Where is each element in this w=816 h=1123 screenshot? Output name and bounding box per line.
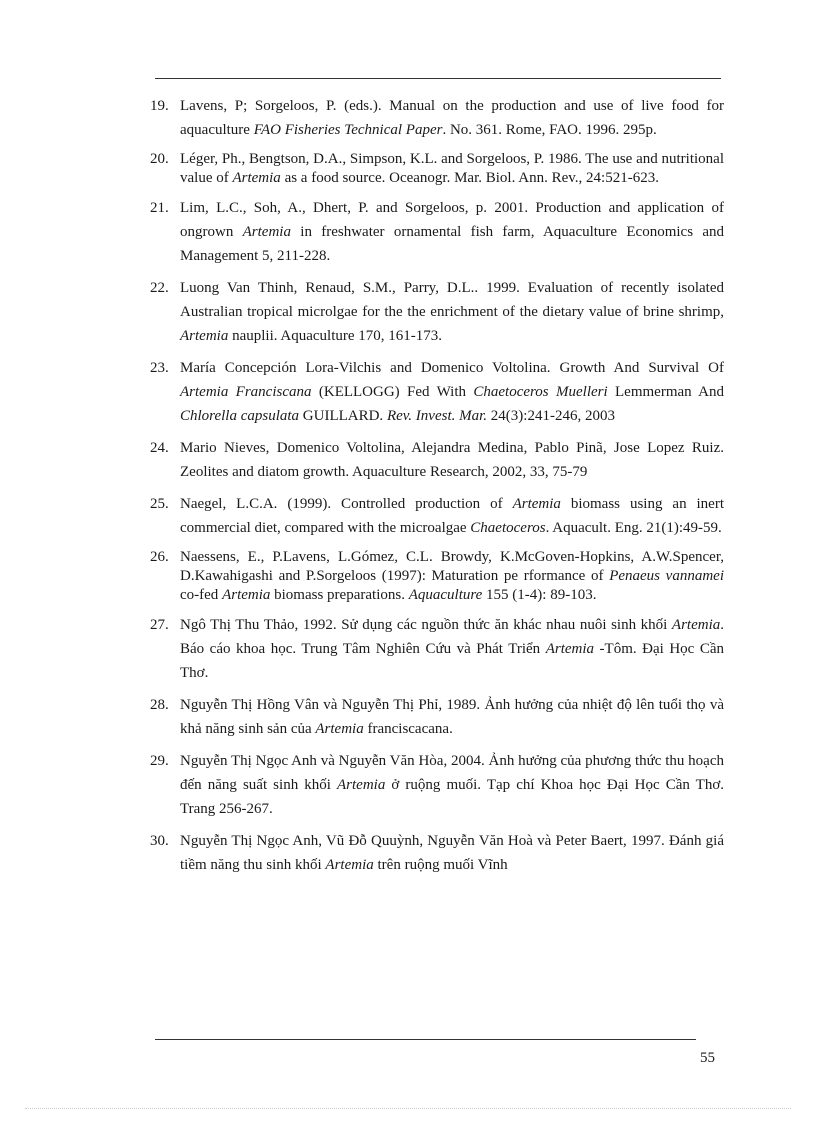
reference-number: 27. bbox=[150, 617, 169, 633]
reference-italic-segment: Artemia bbox=[315, 721, 364, 737]
reference-segment: Luong Van Thinh, Renaud, S.M., Parry, D.L.. 1999. Evaluation of recently isolated Australian tropical microlgae for the the enrichment of the dietary value of brine shrimp, bbox=[180, 280, 724, 320]
reference-segment: nauplii. Aquaculture 170, 161-173. bbox=[228, 328, 443, 344]
reference-segment: biomass using an inert commercial diet, compared with the microalgae bbox=[180, 496, 725, 536]
reference-text bbox=[180, 829, 724, 877]
reference-item bbox=[150, 196, 724, 268]
reference-segment: . Báo cáo khoa học. Trung Tâm Nghiên Cứu và Phát Triển bbox=[180, 617, 724, 657]
reference-segment: biomass preparations. bbox=[270, 587, 409, 603]
reference-number: 24. bbox=[150, 440, 169, 456]
reference-segment: in freshwater ornamental fish farm, Aquaculture Economics and Management 5, 211-228. bbox=[180, 224, 725, 264]
reference-number: 25. bbox=[150, 496, 169, 512]
reference-number: 28. bbox=[150, 697, 169, 713]
reference-segment: Lim, L.C., Soh, A., Dhert, P. and Sorgeloos, p. 2001. Production and application of ongrown bbox=[180, 200, 724, 240]
reference-segment: Ngô Thị Thu Thảo, 1992. Sử dụng các nguồn thức ăn khác nhau nuôi sinh khối bbox=[180, 617, 672, 633]
reference-segment: co-fed bbox=[180, 587, 223, 603]
reference-item bbox=[150, 436, 724, 484]
reference-italic-segment: Artemia bbox=[242, 224, 291, 240]
reference-item bbox=[150, 749, 724, 821]
reference-number: 30. bbox=[150, 833, 169, 849]
reference-segment: GUILLARD. bbox=[299, 408, 387, 424]
header-rule bbox=[155, 78, 721, 79]
footer-rule bbox=[155, 1039, 696, 1040]
reference-number: 26. bbox=[150, 549, 169, 565]
reference-segment: Lavens, P; Sorgeloos, P. (eds.). Manual on the production and use of live food for aquaculture bbox=[180, 98, 724, 138]
reference-text bbox=[180, 150, 724, 188]
reference-italic-segment: Artemia bbox=[232, 170, 281, 186]
reference-text bbox=[180, 492, 724, 540]
reference-italic-segment: Rev. Invest. Mar. bbox=[386, 408, 488, 424]
reference-italic-segment: Artemia bbox=[180, 328, 229, 344]
reference-segment: . Aquacult. Eng. 21(1):49-59. bbox=[545, 520, 722, 536]
reference-italic-segment: FAO Fisheries Technical Paper bbox=[253, 122, 443, 138]
reference-item bbox=[150, 693, 724, 741]
reference-segment: Nguyễn Thị Hồng Vân và Nguyễn Thị Phỉ, 1989. Ảnh hưởng của nhiệt độ lên tuổi thọ và khả năng sinh sản của bbox=[180, 697, 724, 737]
reference-item bbox=[150, 613, 724, 685]
reference-italic-segment: Artemia Franciscana bbox=[180, 384, 312, 400]
reference-segment: Nguyễn Thị Ngọc Anh, Vũ Đỗ Quuỳnh, Nguyễn Văn Hoà và Peter Baert, 1997. Đánh giá tiềm năng thu sinh khối bbox=[180, 833, 724, 873]
reference-number: 20. bbox=[150, 151, 169, 167]
reference-segment: -Tôm. Đại Học Cần Thơ. bbox=[180, 641, 724, 681]
reference-text bbox=[180, 276, 724, 348]
reference-italic-segment: Chlorella capsulata bbox=[180, 408, 300, 424]
reference-segment: trên ruộng muối Vĩnh bbox=[373, 857, 508, 873]
reference-text bbox=[180, 548, 724, 605]
reference-number: 19. bbox=[150, 98, 169, 114]
reference-italic-segment: Chaetoceros bbox=[470, 520, 546, 536]
reference-segment: Lemmerman And bbox=[607, 384, 725, 400]
reference-item bbox=[150, 548, 724, 605]
reference-item bbox=[150, 492, 724, 540]
reference-italic-segment: Chaetoceros Muelleri bbox=[473, 384, 608, 400]
reference-segment: Léger, Ph., Bengtson, D.A., Simpson, K.L. and Sorgeloos, P. 1986. The use and nutritional value of bbox=[180, 151, 724, 186]
reference-segment: 24(3):241-246, 2003 bbox=[487, 408, 615, 424]
reference-text bbox=[180, 436, 724, 484]
reference-list bbox=[150, 94, 724, 885]
reference-text bbox=[180, 196, 724, 268]
reference-item bbox=[150, 276, 724, 348]
page-edge bbox=[25, 1108, 791, 1109]
reference-italic-segment: Aquaculture bbox=[408, 587, 483, 603]
reference-italic-segment: Artemia bbox=[512, 496, 561, 512]
reference-segment: María Concepción Lora-Vilchis and Domenico Voltolina. Growth And Survival Of bbox=[180, 360, 724, 376]
reference-segment: Naessens, E., P.Lavens, L.Gómez, C.L. Browdy, K.McGoven-Hopkins, A.W.Spencer, D.Kawahigashi and P.Sorgeloos (1997): Maturation pe rformance of bbox=[180, 549, 724, 584]
reference-italic-segment: Penaeus vannamei bbox=[609, 568, 724, 584]
reference-item bbox=[150, 150, 724, 188]
reference-item bbox=[150, 829, 724, 877]
reference-italic-segment: Artemia bbox=[222, 587, 271, 603]
reference-segment: ở ruộng muối. Tạp chí Khoa học Đại Học Cần Thơ. Trang 256-267. bbox=[180, 777, 724, 817]
reference-number: 23. bbox=[150, 360, 169, 376]
reference-segment: as a food source. Oceanogr. Mar. Biol. Ann. Rev., 24:521-623. bbox=[280, 170, 659, 186]
reference-segment: Nguyễn Thị Ngọc Anh và Nguyễn Văn Hòa, 2004. Ảnh hưởng của phương thức thu hoạch đến năng suất sinh khối bbox=[180, 753, 724, 793]
reference-segment: franciscacana. bbox=[363, 721, 453, 737]
reference-segment: (KELLOGG) Fed With bbox=[311, 384, 474, 400]
reference-text bbox=[180, 356, 724, 428]
reference-italic-segment: Artemia bbox=[337, 777, 386, 793]
reference-segment: Mario Nieves, Domenico Voltolina, Alejandra Medina, Pablo Pinã, Jose Lopez Ruiz. Zeolites and diatom growth. Aquaculture Research, 2002, 33, 75-79 bbox=[180, 440, 724, 480]
reference-italic-segment: Artemia bbox=[325, 857, 374, 873]
reference-segment: Naegel, L.C.A. (1999). Controlled production of bbox=[180, 496, 513, 512]
reference-segment: 155 (1-4): 89-103. bbox=[482, 587, 597, 603]
reference-number: 22. bbox=[150, 280, 169, 296]
reference-item bbox=[150, 356, 724, 428]
reference-text bbox=[180, 613, 724, 685]
reference-segment: . No. 361. Rome, FAO. 1996. 295p. bbox=[442, 122, 657, 138]
reference-italic-segment: Artemia bbox=[671, 617, 721, 633]
reference-number: 29. bbox=[150, 753, 169, 769]
reference-text bbox=[180, 693, 724, 741]
reference-item bbox=[150, 94, 724, 142]
reference-text bbox=[180, 749, 724, 821]
reference-text bbox=[180, 94, 724, 142]
page-number: 55 bbox=[700, 1050, 715, 1066]
reference-number: 21. bbox=[150, 200, 169, 216]
reference-italic-segment: Artemia bbox=[545, 641, 595, 657]
